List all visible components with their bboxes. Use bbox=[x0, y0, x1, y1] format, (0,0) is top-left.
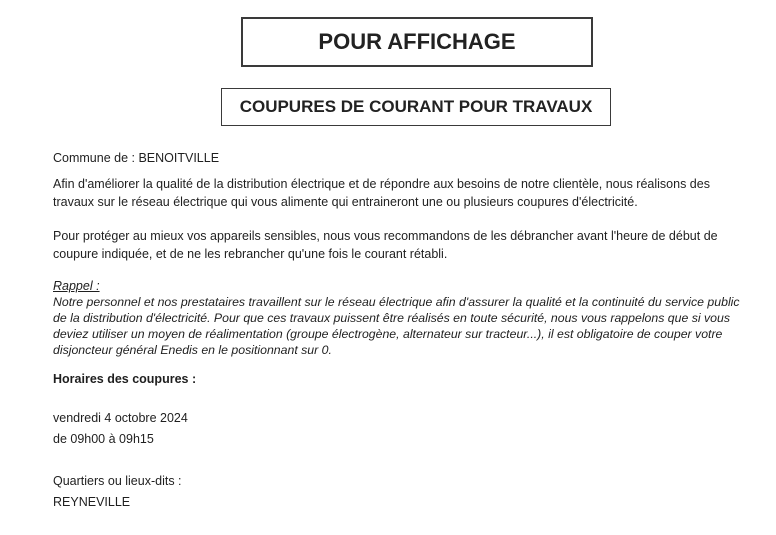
notice-subtitle: COUPURES DE COURANT POUR TRAVAUX bbox=[239, 97, 593, 116]
rappel-heading: Rappel : bbox=[53, 279, 100, 293]
protection-paragraph: Pour protéger au mieux vos appareils sensibles, nous vous recommandons de les débrancher avant l'heure de début de coupure indiquée, et de ne les rebrancher qu'une fois le courant rétabli. bbox=[53, 229, 718, 261]
outage-time: de 09h00 à 09h15 bbox=[53, 432, 154, 446]
rappel-body: Notre personnel et nos prestataires travaillent sur le réseau électrique afin d'assurer la qualité et la continuité du service public de la distribution d'électricité. Pour que ces travaux puissent être réalisés en toute sécurité, nous vous rappelons que si vous deviez utiliser un moyen de réalimentation (groupe électrogène, alternateur sur tracteur...), il est obligatoire de couper votre disjoncteur général Enedis en le positionnant sur 0. bbox=[53, 295, 740, 357]
outage-date: vendredi 4 octobre 2024 bbox=[53, 411, 188, 425]
quartiers-value: REYNEVILLE bbox=[53, 495, 131, 509]
commune-line: Commune de : BENOITVILLE bbox=[53, 151, 220, 165]
quartiers-label: Quartiers ou lieux-dits : bbox=[53, 474, 182, 488]
schedule-heading: Horaires des coupures : bbox=[53, 372, 197, 386]
poster-title: POUR AFFICHAGE bbox=[318, 29, 516, 54]
poster-title-box bbox=[241, 17, 593, 67]
notice-subtitle-box bbox=[221, 88, 611, 126]
intro-paragraph: Afin d'améliorer la qualité de la distribution électrique et de répondre aux besoins de notre clientèle, nous réalisons des travaux sur le réseau électrique qui vous alimente qui entraineront une ou plusieurs coupures d'électricité. bbox=[53, 177, 710, 209]
